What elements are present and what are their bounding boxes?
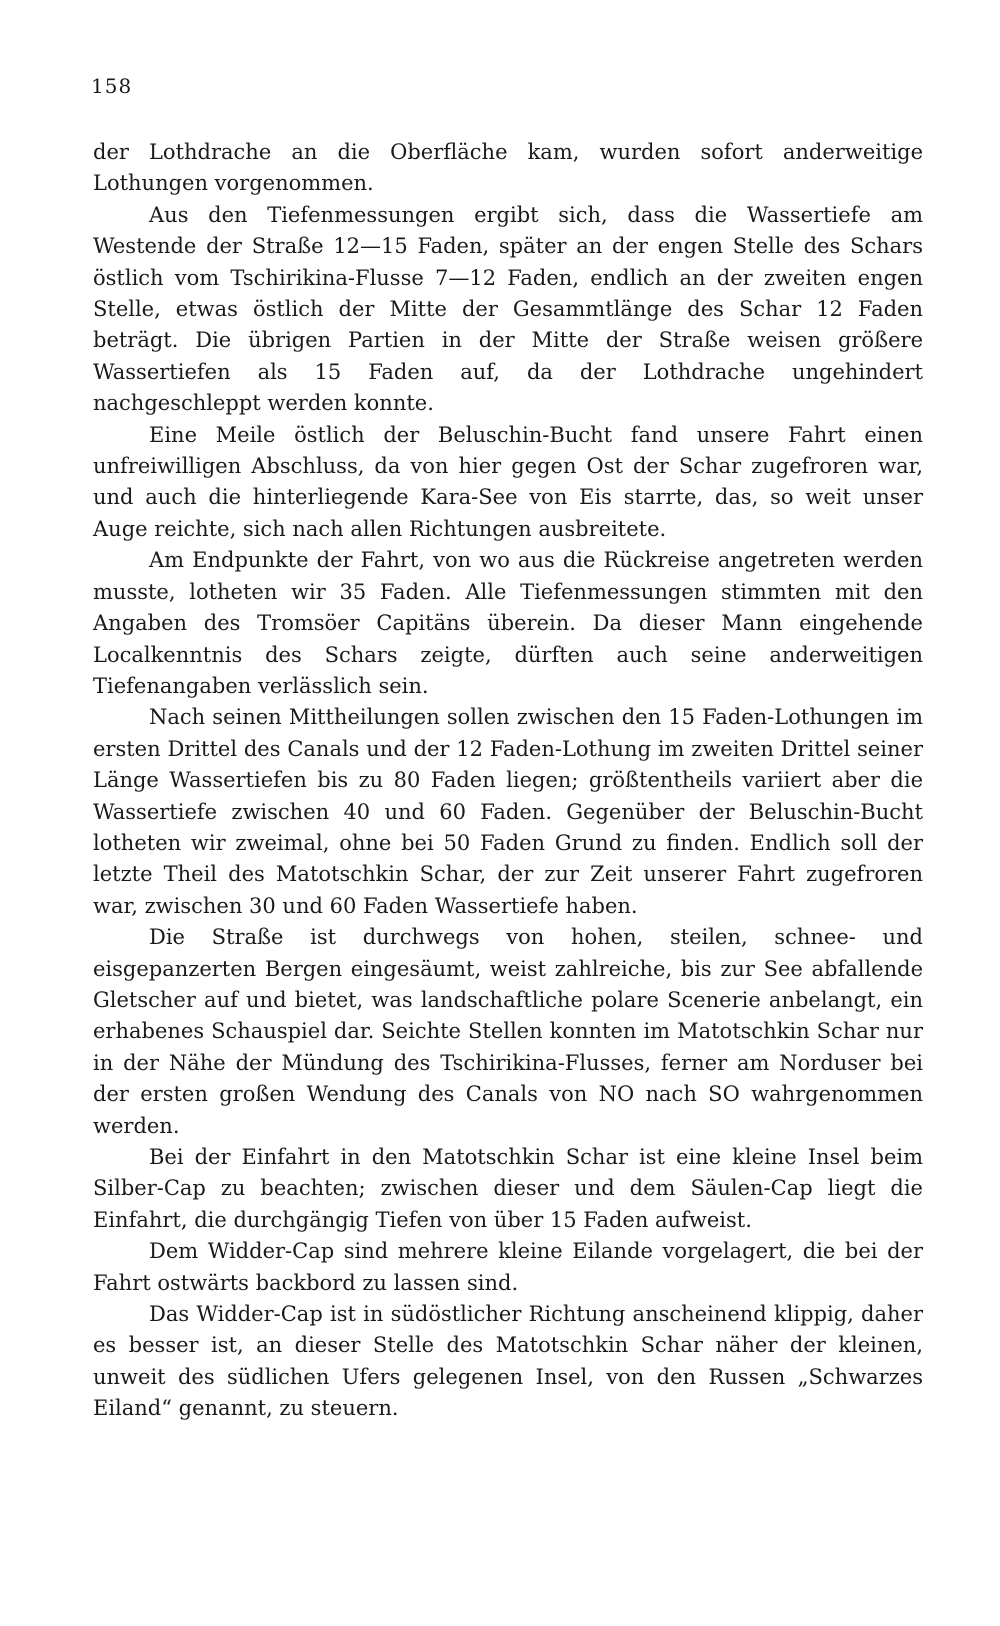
- paragraph: der Lothdrache an die Oberfläche kam, wurden sofort anderweitige Lothungen vorgenommen.: [93, 140, 923, 196]
- paragraph: Aus den Tiefenmessungen ergibt sich, dass die Wassertiefe am Westende der Straße 12—15 Faden, später an der engen Stelle des Schars östlich vom Tschirikina-Flusse 7—12 Faden, endlich an der zweiten engen Stelle, etwas östlich der Mitte der Gesammtlänge des Schar 12 Faden beträgt. Die übrigen Partien in der Mitte der Straße weisen größere Wassertiefen als 15 Faden auf, da der Lothdrache ungehindert nachgeschleppt werden konnte.: [93, 202, 923, 416]
- paragraph: Am Endpunkte der Fahrt, von wo aus die Rückreise angetreten werden musste, lotheten wir 35 Faden. Alle Tiefenmessungen stimmten mit den Angaben des Tromsöer Capitäns überein. Da dieser Mann eingehende Localkenntnis des Schars zeigte, dürften auch seine anderweitigen Tiefenangaben verlässlich sein.: [93, 548, 923, 698]
- paragraph: Das Widder-Cap ist in südöstlicher Richtung anscheinend klippig, daher es besser ist, an dieser Stelle des Matotschkin Schar näher der kleinen, unweit des südlichen Ufers gelegenen Insel, von den Russen „Schwarzes Eiland“ genannt, zu steuern.: [93, 1302, 923, 1421]
- paragraph: Dem Widder-Cap sind mehrere kleine Eilande vorgelagert, die bei der Fahrt ostwärts backbord zu lassen sind.: [93, 1239, 923, 1295]
- paragraph: Eine Meile östlich der Beluschin-Bucht fand unsere Fahrt einen unfreiwilligen Abschluss, da von hier gegen Ost der Schar zugefroren war, und auch die hinterliegende Kara-See von Eis starrte, das, so weit unser Auge reichte, sich nach allen Richtungen ausbreitete.: [93, 422, 923, 541]
- paragraph: Die Straße ist durchwegs von hohen, steilen, schnee- und eisgepanzerten Bergen eingesäumt, weist zahlreiche, bis zur See abfallende Gletscher auf und bietet, was landschaftliche polare Scenerie anbelangt, ein erhabenes Schauspiel dar. Seichte Stellen konnten im Matotschkin Schar nur in der Nähe der Mündung des Tschirikina-Flusses, ferner am Norduser bei der ersten großen Wendung des Canals von NO nach SO wahrgenommen werden.: [93, 925, 923, 1138]
- paragraph: Bei der Einfahrt in den Matotschkin Schar ist eine kleine Insel beim Silber-Cap zu beachten; zwischen dieser und dem Säulen-Cap liegt die Einfahrt, die durchgängig Tiefen von über 15 Faden aufweist.: [93, 1145, 923, 1232]
- body-text: [93, 137, 923, 1425]
- page-number: 158: [91, 74, 133, 98]
- paragraph: Nach seinen Mittheilungen sollen zwischen den 15 Faden-Lothungen im ersten Drittel des Canals und der 12 Faden-Lothung im zweiten Drittel seiner Länge Wassertiefen bis zu 80 Faden liegen; größtentheils variiert aber die Wassertiefe zwischen 40 und 60 Faden. Gegenüber der Beluschin-Bucht lotheten wir zweimal, ohne bei 50 Faden Grund zu finden. Endlich soll der letzte Theil des Matotschkin Schar, der zur Zeit unserer Fahrt zugefroren war, zwischen 30 und 60 Faden Wassertiefe haben.: [93, 705, 923, 918]
